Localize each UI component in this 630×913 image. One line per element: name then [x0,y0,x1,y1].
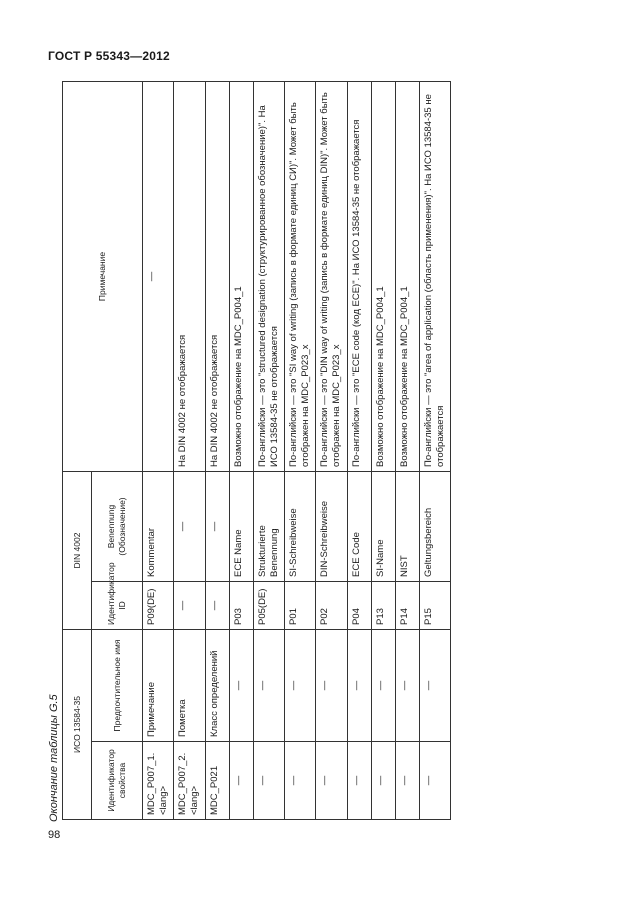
cell-property-id: — [316,742,347,820]
cell-preferred-name: — [395,630,419,742]
cell-benennung: ECE Code [347,471,371,581]
cell-preferred-name: — [316,630,347,742]
cell-property-id: — [253,742,284,820]
header-din-group: DIN 4002 [63,471,92,629]
rotated-table-container [62,82,562,820]
table-row [143,81,174,819]
cell-property-id: — [229,742,253,820]
cell-din-id: P05(DE) [253,582,284,630]
cell-note: По-английски — это "DIN way of writing (запись в формате единиц DIN)". Может быть отображен на MDC_P023_x [316,81,347,471]
cell-note: По-английски — это "area of application (область применения)". На ИСО 13584-35 не отображается [419,81,450,471]
cell-preferred-name: Класс определений [205,630,229,742]
document-header: ГОСТ Р 55343—2012 [48,49,170,63]
cell-benennung: SI-Name [371,471,395,581]
cell-din-id: P01 [284,582,315,630]
cell-note: По-английски — это "ECE code (код ECE)". На ИСО 13584-35 не отображается [347,81,371,471]
cell-benennung: DIN-Schreibweise [316,471,347,581]
header-din-id: Идентификатор ID [92,582,143,630]
table-header-row-1 [63,81,92,819]
cell-note: Возможно отображение на MDC_P004_1 [371,81,395,471]
cell-preferred-name: — [347,630,371,742]
header-note: Примечание [63,81,143,471]
table-row [205,81,229,819]
table-row [284,81,315,819]
cell-property-id: — [395,742,419,820]
page-number: 98 [48,829,61,841]
table-row [229,81,253,819]
table-row [419,81,450,819]
cell-benennung: ECE Name [229,471,253,581]
cell-note: Возможно отображение на MDC_P004_1 [229,81,253,471]
cell-note: — [143,81,174,471]
table-row [395,81,419,819]
cell-note: На DIN 4002 не отображается [174,81,205,471]
table-row [371,81,395,819]
cell-preferred-name: — [253,630,284,742]
cell-note: На DIN 4002 не отображается [205,81,229,471]
cell-preferred-name: — [229,630,253,742]
cell-preferred-name: — [419,630,450,742]
table-row [253,81,284,819]
cell-note: По-английски — это "structured designation (структурированное обозначение)". На ИСО 13584-35 не отображается [253,81,284,471]
cell-benennung: Kommentar [143,471,174,581]
header-iso-group: ИСО 13584-35 [63,630,92,820]
cell-benennung: — [205,471,229,581]
header-benennung: Benennung (Обозначение) [92,471,143,581]
cell-property-id: — [347,742,371,820]
data-table [62,81,451,820]
table-row [174,81,205,819]
cell-din-id: P04 [347,582,371,630]
cell-property-id: — [371,742,395,820]
cell-benennung: Geltungsbereich [419,471,450,581]
cell-preferred-name: — [371,630,395,742]
cell-din-id: P09(DE) [143,582,174,630]
cell-preferred-name: — [284,630,315,742]
cell-din-id: P03 [229,582,253,630]
cell-property-id: MDC_P007_2.<lang> [174,742,205,820]
cell-property-id: — [284,742,315,820]
cell-benennung: SI-Schreibweise [284,471,315,581]
cell-preferred-name: Пометка [174,630,205,742]
table-caption-text: Окончание таблицы G.5 [48,694,60,822]
header-preferred-name: Предпочтительное имя [92,630,143,742]
table-row [347,81,371,819]
cell-din-id: — [174,582,205,630]
cell-din-id: — [205,582,229,630]
cell-property-id: MDC_P007_1.<lang> [143,742,174,820]
cell-din-id: P02 [316,582,347,630]
cell-property-id: — [419,742,450,820]
cell-note: По-английски — это "SI way of writing (запись в формате единиц СИ)". Может быть отображен на MDC_P023_x [284,81,315,471]
cell-benennung: Strukturierte Benennung [253,471,284,581]
cell-din-id: P13 [371,582,395,630]
cell-note: Возможно отображение на MDC_P004_1 [395,81,419,471]
cell-din-id: P14 [395,582,419,630]
cell-benennung: — [174,471,205,581]
cell-benennung: NIST [395,471,419,581]
cell-din-id: P15 [419,582,450,630]
cell-property-id: MDC_P021 [205,742,229,820]
header-property-id: Идентификатор свойства [92,742,143,820]
table-row [316,81,347,819]
cell-preferred-name: Примечание [143,630,174,742]
